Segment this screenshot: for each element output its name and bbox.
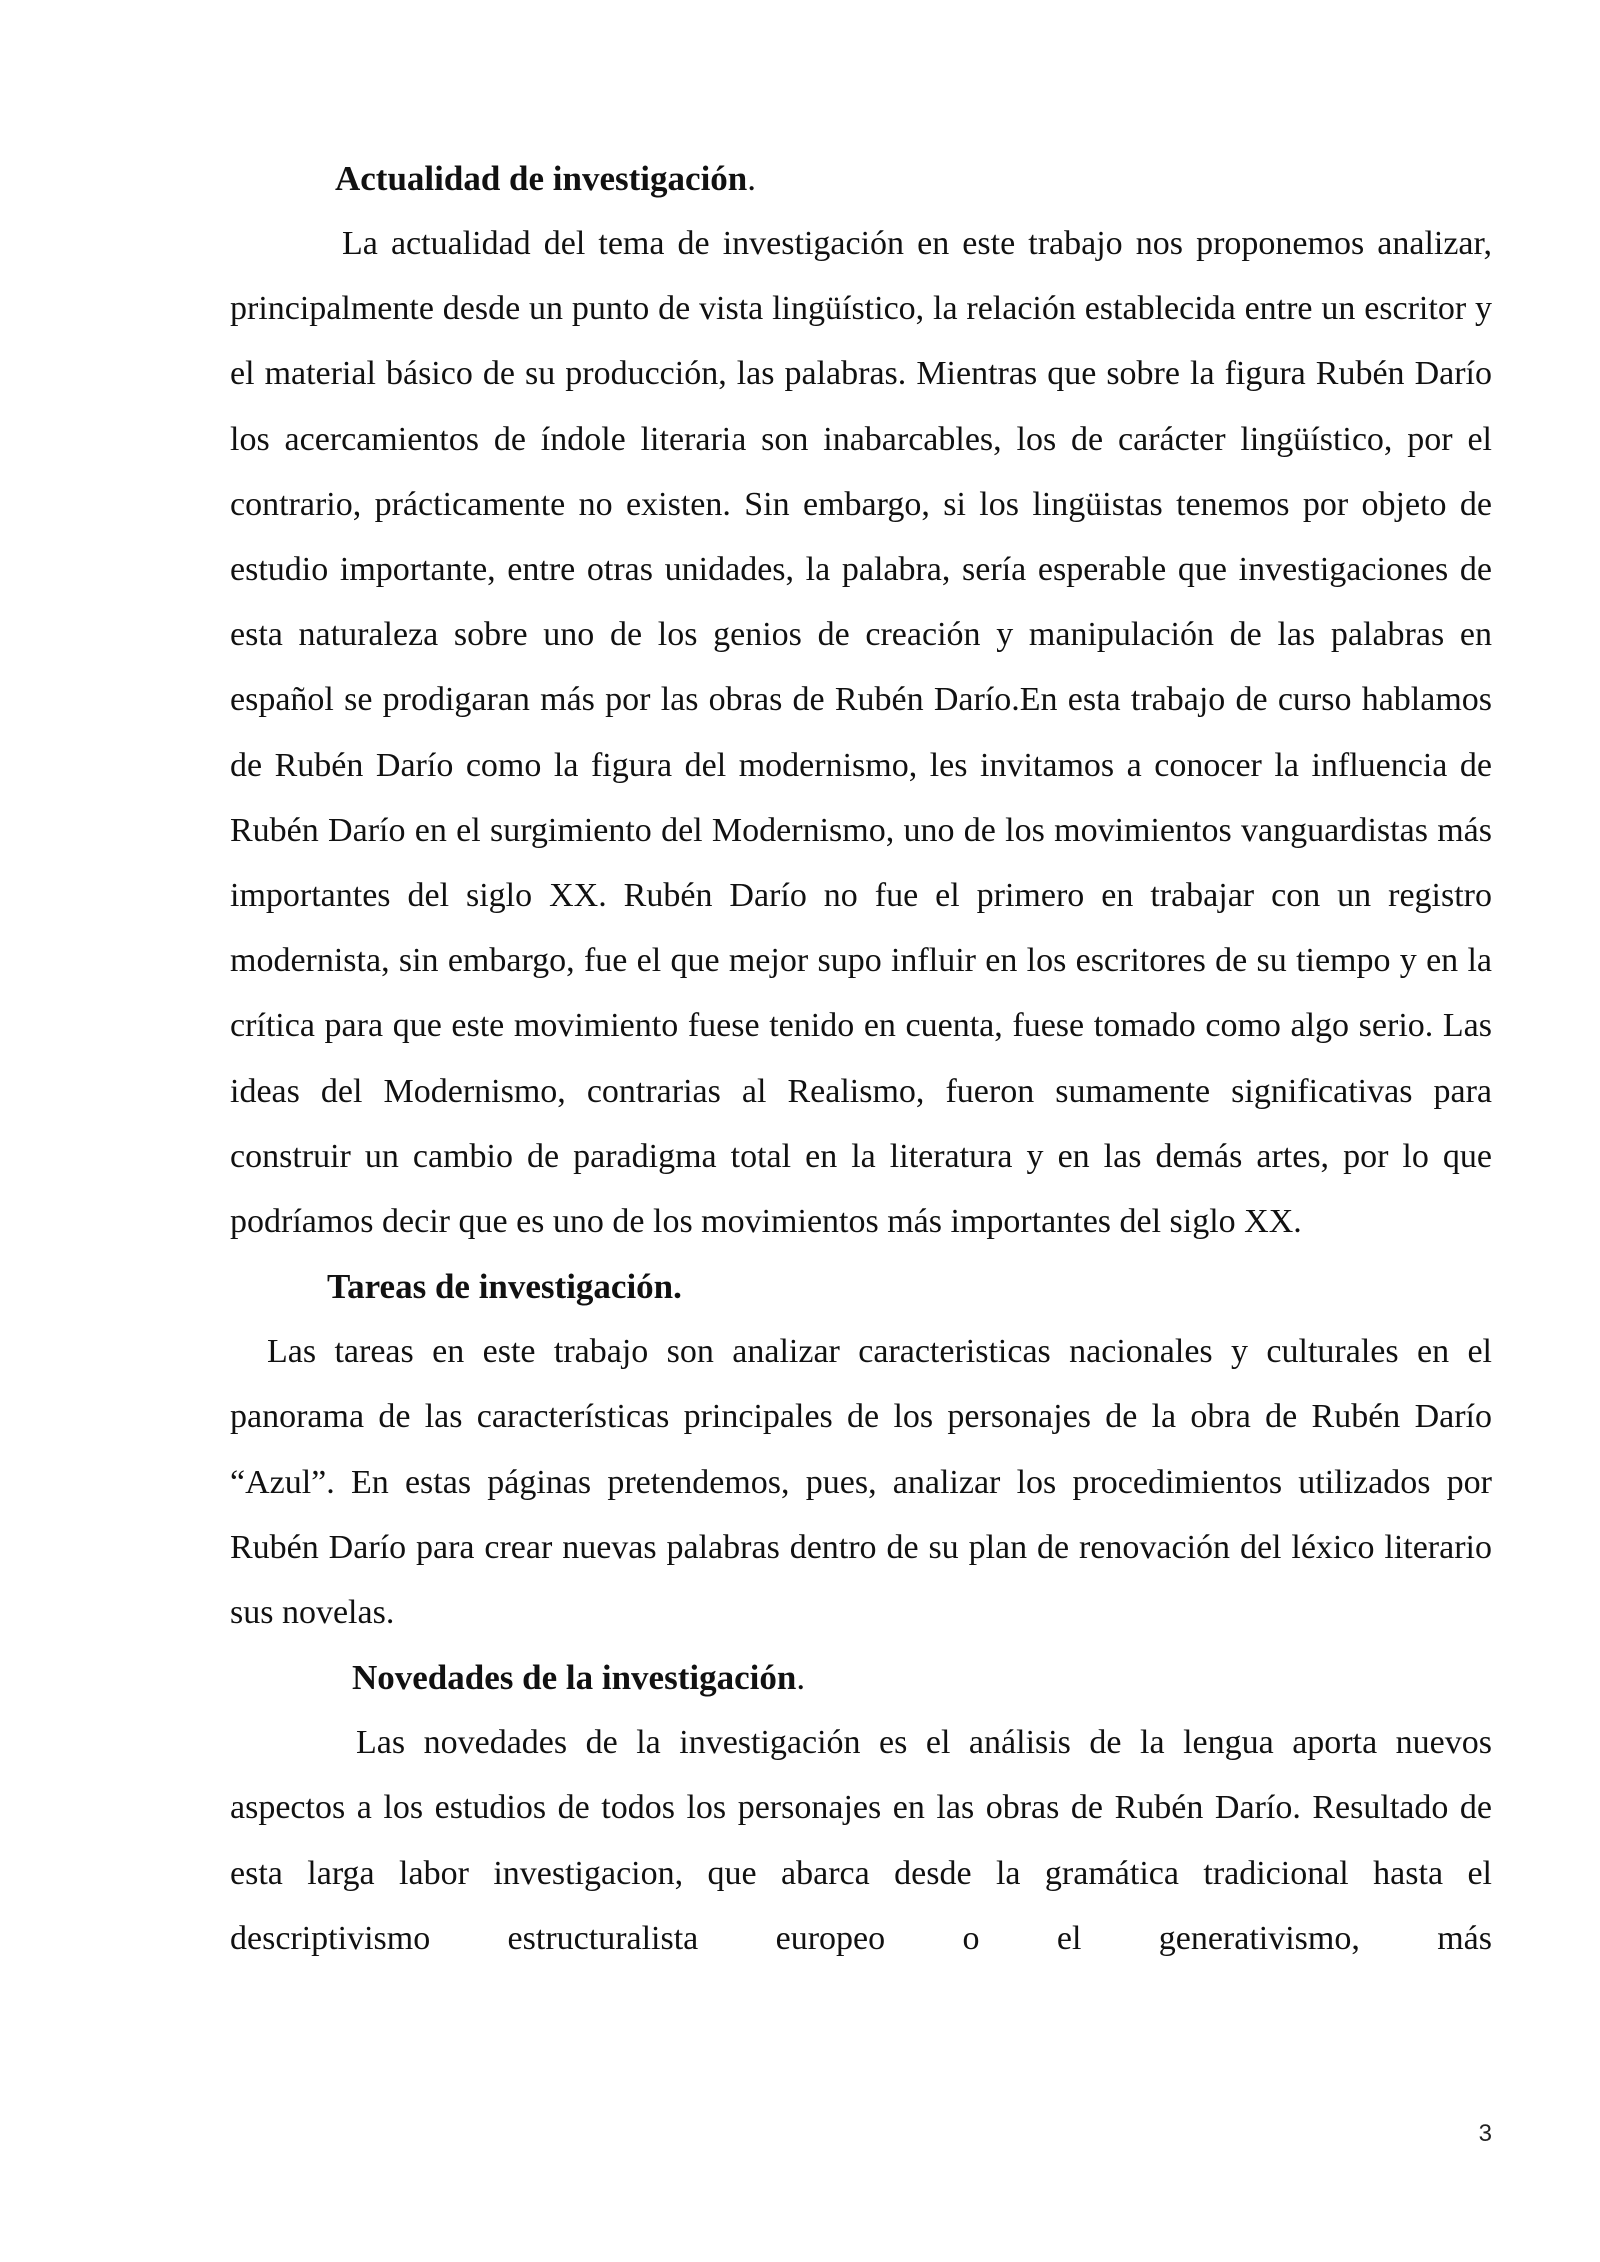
heading-tareas-text: Tareas de investigación. xyxy=(327,1267,682,1307)
heading-novedades-dot: . xyxy=(796,1658,806,1698)
page-number: 3 xyxy=(1478,2120,1492,2147)
heading-tareas xyxy=(230,1254,1492,1319)
paragraph-tareas: Las tareas en este trabajo son analizar caracteristicas nacionales y culturales en el panorama de las características principales de los personajes de la obra de Rubén Darío “Azul”. En estas páginas pretendemos, pues, analizar los procedimientos utilizados por Rubén Darío para crear nuevas palabras dentro de su plan de renovación del léxico literario sus novelas. xyxy=(230,1333,1492,1632)
page-content xyxy=(230,146,1492,1971)
paragraph-novedades: Las novedades de la investigación es el análisis de la lengua aporta nuevos aspectos a los estudios de todos los personajes en las obras de Rubén Darío. Resultado de esta larga labor investigacion, que abarca desde la gramática tradicional hasta el descriptivismo estructuralista europeo o el generativismo, más xyxy=(230,1724,1492,1957)
heading-novedades-text: Novedades de la investigación xyxy=(352,1658,797,1698)
heading-actualidad-dot: . xyxy=(747,159,757,198)
heading-novedades xyxy=(230,1645,1492,1710)
paragraph-actualidad: La actualidad del tema de investigación en este trabajo nos proponemos analizar, principalmente desde un punto de vista lingüístico, la relación establecida entre un escritor y el material básico de su producción, las palabras. Mientras que sobre la figura Rubén Darío los acercamientos de índole literaria son inabarcables, los de carácter lingüístico, por el contrario, prácticamente no existen. Sin embargo, si los lingüistas tenemos por objeto de estudio importante, entre otras unidades, la palabra, sería esperable que investigaciones de esta naturaleza sobre uno de los genios de creación y manipulación de las palabras en español se prodigaran más por las obras de Rubén Darío.En esta trabajo de curso hablamos de Rubén Darío como la figura del modernismo, les invitamos a conocer la influencia de Rubén Darío en el surgimiento del Modernismo, uno de los movimientos vanguardistas más importantes del siglo XX. Rubén Darío no fue el primero en trabajar con un registro modernista, sin embargo, fue el que mejor supo influir en los escritores de su tiempo y en la crítica para que este movimiento fuese tenido en cuenta, fuese tomado como algo serio. Las ideas del Modernismo, contrarias al Realismo, fueron sumamente significativas para construir un cambio de paradigma total en la literatura y en las demás artes, por lo que podríamos decir que es uno de los movimientos más importantes del siglo XX. xyxy=(230,225,1492,1241)
heading-actualidad xyxy=(230,146,1492,211)
heading-actualidad-text: Actualidad de investigación xyxy=(335,159,748,198)
